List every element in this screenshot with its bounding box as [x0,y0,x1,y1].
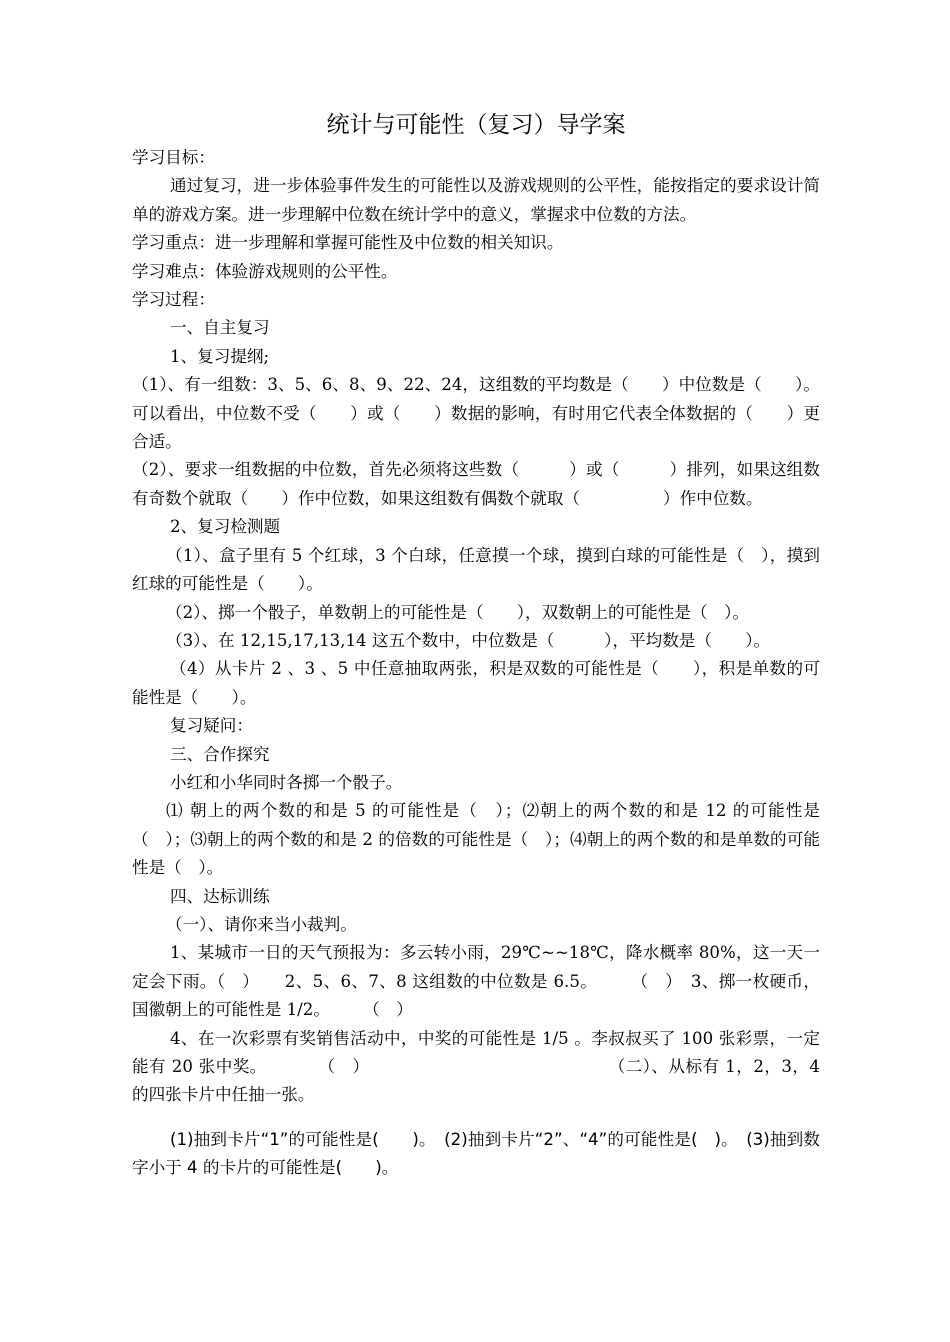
review-question-4: （4）从卡片 2 、3 、5 中任意抽取两张，积是双数的可能性是（ ），积是单数的可能性是（ ）。 [132,659,820,707]
judge-questions: 1、某城市一日的天气预报为：多云转小雨，29℃~~18℃，降水概率 80%，这一天一定会下雨。（ ） 2、5、6、7、8 这组数的中位数是 6.5。 （ ） 3、掷一枚硬币，国徽朝上的可能性是 1/2。 （ ） [132,943,820,1020]
section-training: 四、达标训练 [170,886,270,906]
key-point: 学习重点：进一步理解和掌握可能性及中位数的相关知识。 [132,233,564,253]
cooperation-intro: 小红和小华同时各掷一个骰子。 [170,772,403,792]
review-label: 2、复习检测题 [170,517,281,537]
judge-label: （一）、请你来当小裁判。 [166,914,357,934]
card-question: (1)抽到卡片“1”的可能性是( )。 (2)抽到卡片“2”、“4”的可能性是( )。 (3)抽到数字小于 4 的卡片的可能性是( )。 [132,1129,820,1178]
outline-question-2: （2）、要求一组数据的中位数，首先必须将这些数（ ）或（ ）排列，如果这组数有奇数个就取（ ）作中位数，如果这组数有偶数个就取（ ）作中位数。 [132,460,820,508]
question-label: 复习疑问： [170,716,253,736]
review-question-3: （3）、在 12,15,17,13,14 这五个数中，中位数是（ ），平均数是（ ）。 [166,630,771,650]
section-cooperation: 三、合作探究 [170,744,270,764]
section-self-review: 一、自主复习 [170,318,270,338]
spacer [132,1110,820,1126]
review-question-2: （2）、掷一个骰子，单数朝上的可能性是（ ），双数朝上的可能性是（ ）。 [166,602,750,622]
review-question-1: （1）、盒子里有 5 个红球，3 个白球，任意摸一个球，摸到白球的可能性是（ ），摸到红球的可能性是（ ）。 [132,545,820,594]
cooperation-question: ⑴ 朝上的两个数的和是 5 的可能性是（ ）；⑵朝上的两个数的和是 12 的可能性是（ ）；⑶朝上的两个数的和是 2 的倍数的可能性是（ ）；⑷朝上的两个数的和是单数的可能性是（ ）。 [132,801,820,878]
judge-question-4: 4、在一次彩票有奖销售活动中，中奖的可能性是 1/5 。李叔叔买了 100 张彩票，一定能有 20 张中奖。 （ ） （二）、从标有 1，2，3，4 的四张卡片中任抽一张。 [132,1028,820,1105]
process-label: 学习过程： [132,290,215,310]
goals-text: 通过复习，进一步体验事件发生的可能性以及游戏规则的公平性，能按指定的要求设计简单的游戏方案。进一步理解中位数在统计学中的意义，掌握求中位数的方法。 [132,176,820,224]
outline-label: 1、复习提纲; [170,346,270,366]
outline-question-1: （1）、有一组数：3、5、6、8、9、22、24，这组数的平均数是（ ）中位数是（ ）。可以看出，中位数不受（ ）或（ ）数据的影响，有时用它代表全体数据的（ ）更合适。 [132,375,820,452]
goals-label: 学习目标： [132,148,215,167]
document-title: 统计与可能性（复习）导学案 [326,112,626,138]
difficulty: 学习难点：体验游戏规则的公平性。 [132,261,398,281]
